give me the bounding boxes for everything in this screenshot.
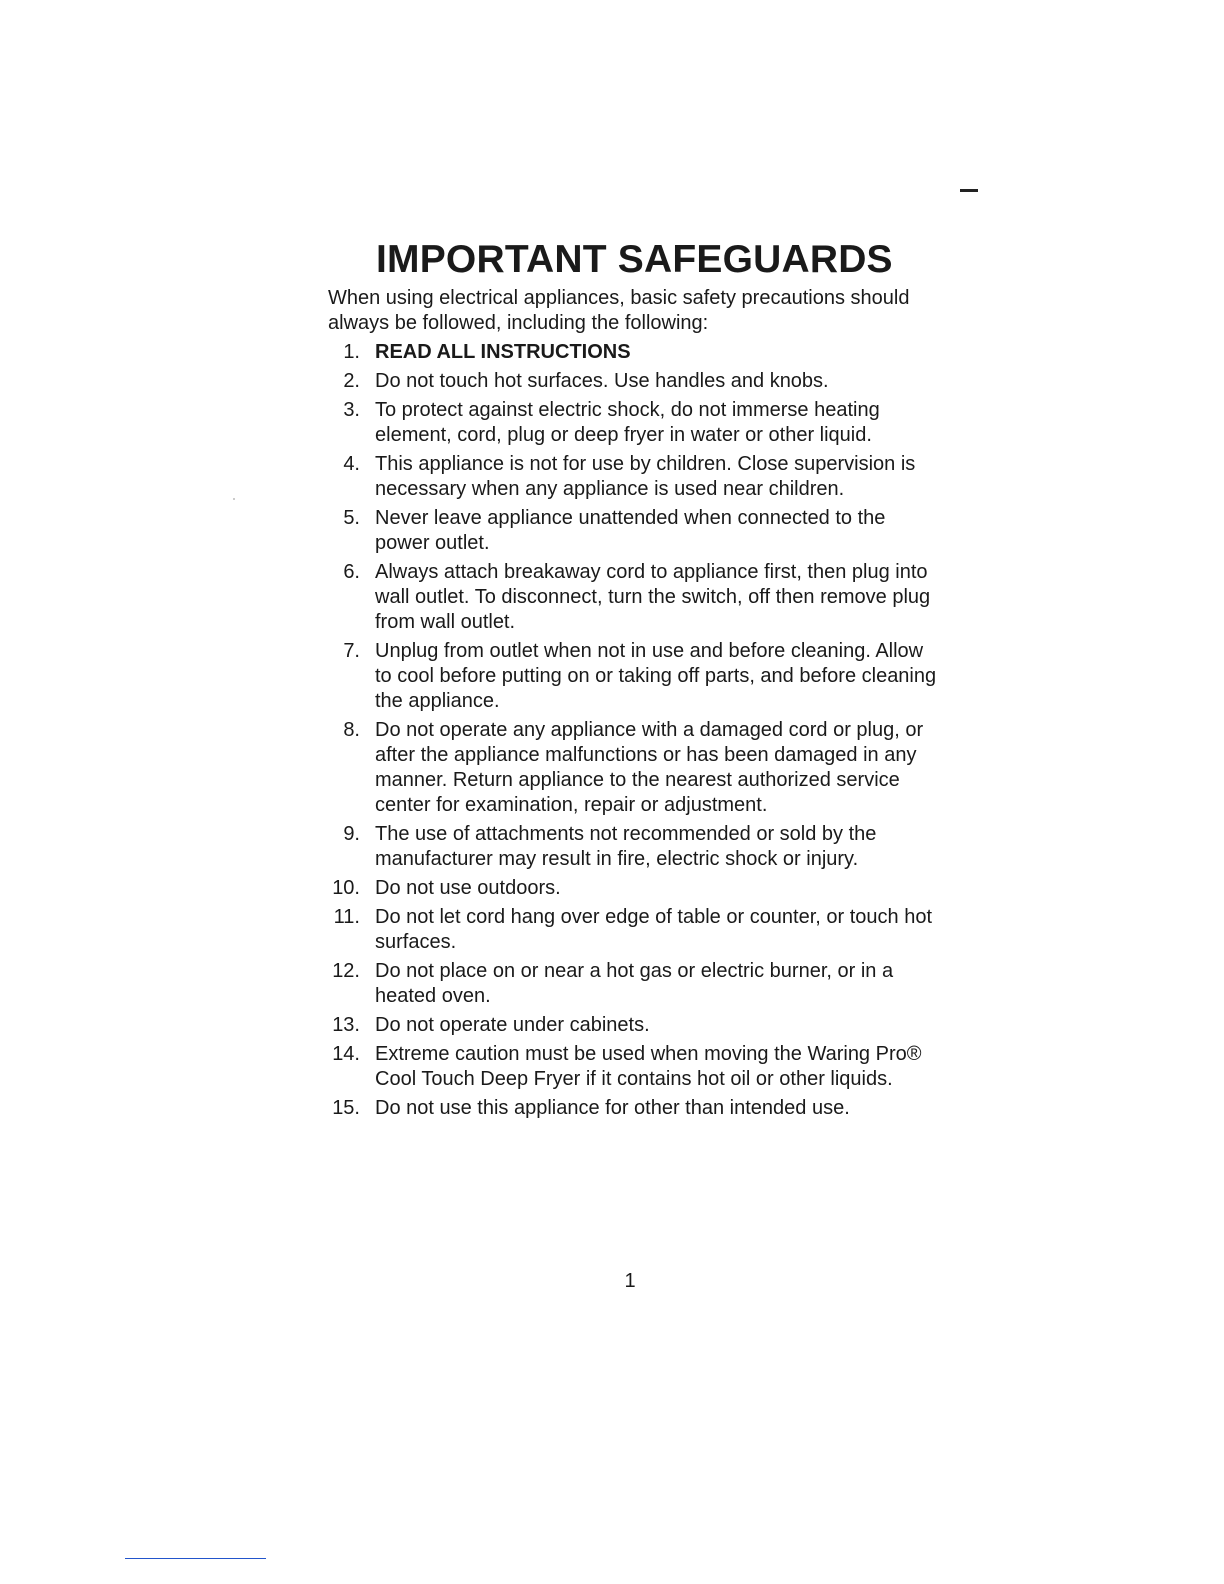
item-text: READ ALL INSTRUCTIONS — [375, 341, 631, 363]
list-item — [328, 1096, 938, 1121]
item-number: 2. — [343, 370, 360, 392]
list-item — [328, 876, 938, 901]
item-number: 4. — [343, 453, 360, 475]
item-number: 3. — [343, 399, 360, 421]
list-item — [328, 340, 938, 365]
item-number: 15. — [332, 1097, 360, 1119]
item-text: Do not let cord hang over edge of table or counter, or touch hot surfaces. — [375, 906, 933, 953]
item-text: Unplug from outlet when not in use and before cleaning. Allow to cool before putting on or taking off parts, and before cleaning the appliance. — [375, 640, 937, 712]
list-item — [328, 398, 938, 448]
list-item — [328, 1042, 938, 1092]
item-number: 5. — [343, 507, 360, 529]
list-item — [328, 959, 938, 1009]
item-number: 10. — [332, 877, 360, 899]
item-text: This appliance is not for use by children. Close supervision is necessary when any appliance is used near children. — [375, 453, 916, 500]
page-number: 1 — [624, 1270, 636, 1292]
item-text: Do not use outdoors. — [375, 877, 561, 899]
corner-crop-mark — [960, 189, 978, 192]
item-number: 9. — [343, 823, 360, 845]
item-text: Do not place on or near a hot gas or electric burner, or in a heated oven. — [375, 960, 894, 1007]
item-number: 12. — [332, 960, 360, 982]
item-text: Do not use this appliance for other than intended use. — [375, 1097, 850, 1119]
item-number: 6. — [343, 561, 360, 583]
item-text: Extreme caution must be used when moving the Waring Pro® Cool Touch Deep Fryer if it contains hot oil or other liquids. — [375, 1043, 922, 1090]
list-item — [328, 718, 938, 818]
item-text: Never leave appliance unattended when connected to the power outlet. — [375, 507, 886, 554]
safeguards-page — [328, 236, 938, 1125]
page-title: IMPORTANT SAFEGUARDS — [376, 238, 893, 281]
list-item — [328, 1013, 938, 1038]
list-item — [328, 905, 938, 955]
list-item — [328, 639, 938, 714]
item-number: 7. — [343, 640, 360, 662]
list-item — [328, 452, 938, 502]
item-text: Do not operate under cabinets. — [375, 1014, 650, 1036]
list-item — [328, 560, 938, 635]
item-text: To protect against electric shock, do not immerse heating element, cord, plug or deep fryer in water or other liquid. — [375, 399, 880, 446]
intro-paragraph: When using electrical appliances, basic safety precautions should always be followed, including the following: — [328, 287, 910, 334]
list-item — [328, 822, 938, 872]
item-text: Always attach breakaway cord to appliance first, then plug into wall outlet. To disconnect, turn the switch, off then remove plug from wall outlet. — [375, 561, 931, 633]
item-number: 11. — [333, 906, 360, 928]
item-text: Do not touch hot surfaces. Use handles and knobs. — [375, 370, 829, 392]
item-number: 14. — [332, 1043, 360, 1065]
item-number: 13. — [332, 1014, 360, 1036]
footnote-rule — [125, 1558, 266, 1559]
item-number: 1. — [343, 341, 360, 363]
scan-speck — [233, 498, 235, 500]
item-number: 8. — [343, 719, 360, 741]
list-item — [328, 506, 938, 556]
item-text: The use of attachments not recommended or sold by the manufacturer may result in fire, electric shock or injury. — [375, 823, 877, 870]
safeguards-list — [328, 340, 938, 1121]
list-item — [328, 369, 938, 394]
item-text: Do not operate any appliance with a damaged cord or plug, or after the appliance malfunctions or has been damaged in any manner. Return appliance to the nearest authorized service center for examination, repair or adjustment. — [375, 719, 924, 816]
